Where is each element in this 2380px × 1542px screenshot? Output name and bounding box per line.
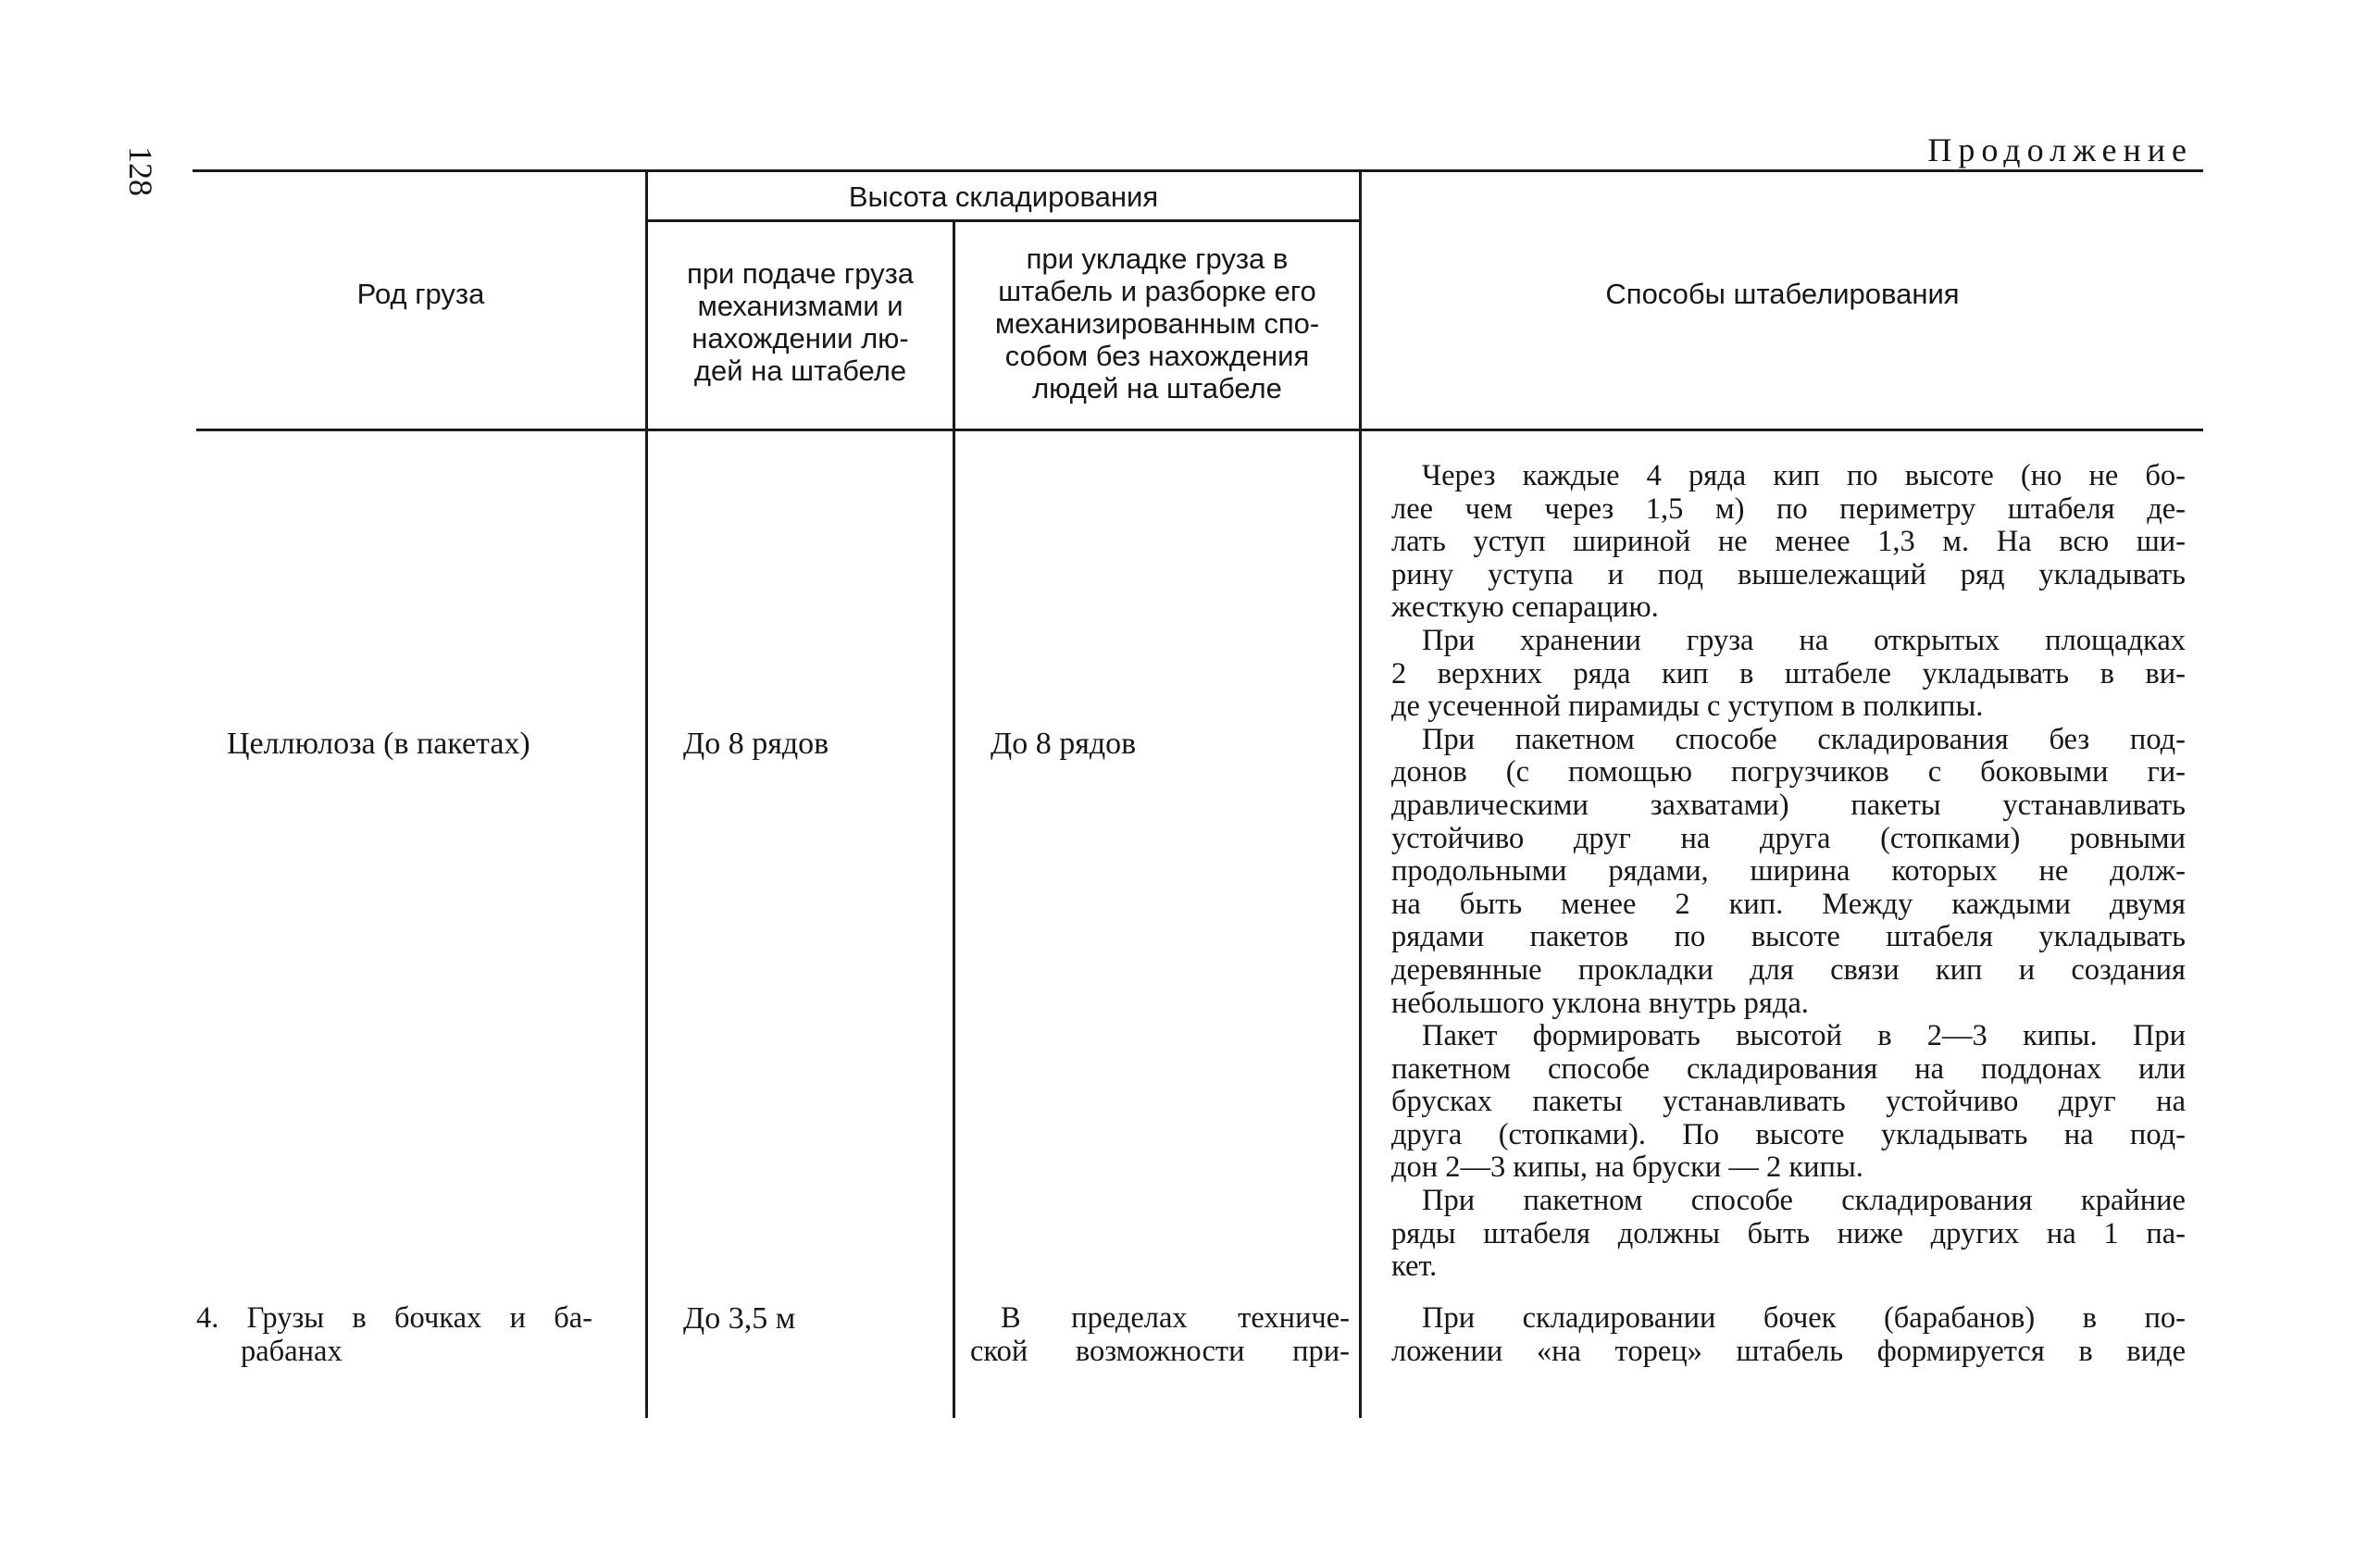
header-storage-height: Высота складирования [848,180,1159,213]
header-bottom-rule [196,429,2203,431]
header-height-mechanized: при укладке груза в штабель и разборке его механизированным спо- собом без нахождения людей на штабеле [994,242,1320,404]
column-divider-1 [645,171,648,1418]
row-cellulose-height-mechanized: До 8 рядов [991,727,1137,761]
row-barrels-methods: При складировании бочек (барабанов) в по- ложении «на торец» штабель формируется в виде [1391,1301,2186,1368]
row-barrels-cargo: 4. Грузы в бочках и ба- рабанах [196,1301,592,1368]
page-number: 128 [122,146,159,196]
method-paragraph: При пакетном способе складирования крайние ряды штабеля должны быть ниже других на 1 па- кет. [1391,1184,2186,1284]
row-cellulose-height-with-people: До 8 рядов [683,727,829,761]
header-cargo-type: Род груза [356,278,485,310]
column-divider-3 [1359,171,1362,1418]
header-height-with-people: при подаче груза механизмами и нахождении лю- дей на штабеле [686,257,915,387]
row-barrels-height-with-people: До 3,5 м [683,1301,796,1336]
row-cellulose-methods [1391,460,2186,1284]
method-paragraph: Пакет формировать высотой в 2—3 кипы. При пакетном способе складирования на поддонах или брусках пакеты устанавливать устойчиво друг на друга (стопками). По высоте укладывать на под- дон 2—3 кипы, на бруски — 2 кипы. [1391,1019,2186,1185]
method-paragraph: При хранении груза на открытых площадках 2 верхних ряда кип в штабеле укладывать в ви- де усеченной пирамиды с уступом в полкипы. [1391,623,2186,724]
method-paragraph: При пакетном способе складирования без под- донов (с помощью погрузчиков с боковыми ги- дравлическими захватами) пакеты устанавливать устойчиво друг на друга (стопками) ровными продольными рядами, ширина которых не долж- на быть менее 2 кип. Между каждыми двумя рядами пакетов по высоте штабеля укладывать деревянные прокладки для связи кип и создания небольшого уклона внутрь ряда. [1391,722,2186,1020]
continuation-label: Продолжение [1927,131,2193,168]
header-stacking-methods: Способы штабелирования [1605,278,1960,310]
row-barrels-height-mechanized: В пределах техниче- ской возможности при- [970,1301,1350,1368]
storage-height-underline [645,219,1359,222]
row-cellulose-cargo: Целлюлоза (в пакетах) [227,727,530,761]
table-top-rule [193,169,2203,172]
method-paragraph: Через каждые 4 ряда кип по высоте (но не бо- лее чем через 1,5 м) по периметру штабеля де- лать уступ шириной не менее 1,3 м. На всю ши- рину уступа и под вышележащий ряд укладывать жесткую сепарацию. [1391,459,2186,625]
